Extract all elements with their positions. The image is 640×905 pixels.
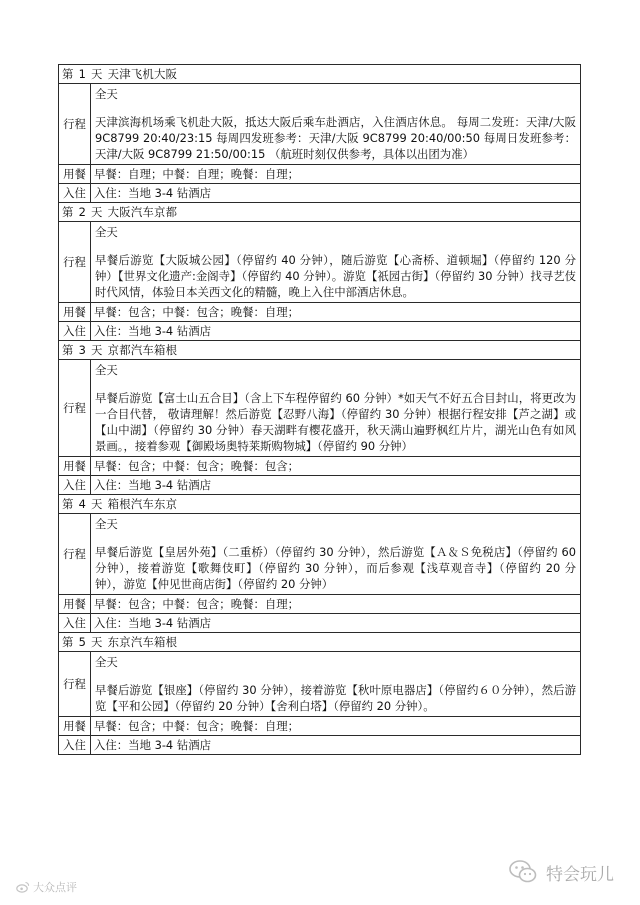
itinerary-label: 行程 [59,652,91,717]
day-prefix: 第 [62,635,74,649]
stay-label: 入住 [59,614,91,633]
day-description: 早餐后游览【富士山五合目】（含上下车程停留约 60 分钟）*如天气不好五合目封山，将更改为一合目代替， 敬请理解！然后游览【忍野八海】（停留约 30 分钟）根据行程安排【芦之湖】或【山中湖】（停留约 30 分钟）春天湖畔有樱花盛开，秋天满山遍野枫红片片，湖光山色有如风景画。，接着参观【御殿场奥特莱斯购物城】（停留约 90 分钟） [95,391,576,453]
stay-value: 入住：当地 3-4 钻酒店 [91,736,581,755]
all-day-label: 全天 [95,225,118,239]
meals-row [59,303,581,322]
day-unit: 天 [91,497,103,511]
spacer [95,240,576,252]
watermark-right-text: 特会玩儿 [546,864,614,885]
stay-label: 入住 [59,322,91,341]
meals-value: 早餐：自理；中餐：自理；晚餐：自理； [91,165,581,184]
itinerary-body [59,65,581,755]
day-prefix: 第 [62,343,74,357]
itinerary-detail [91,514,581,595]
watermark-left [16,879,77,895]
day-num: 1 [78,67,87,81]
all-day-label: 全天 [95,363,118,377]
itinerary-detail [91,222,581,303]
day-description: 天津滨海机场乘飞机赴大阪，抵达大阪后乘车赴酒店，入住酒店休息。 每周二发班：天津/大阪 9C8799 20:40/23:15 每周四发班参考：天津/大阪 9C8799 20:40/00:50 每周日发班参考：天津/大阪 9C8799 21:50/00:15 （航班时刻仅供参考，具体以出团为准） [95,115,576,161]
watermark-right [508,859,614,885]
day-title: 天津飞机大阪 [107,67,178,81]
day-description: 早餐后游览【皇居外苑】（二重桥）（停留约 30 分钟），然后游览【Ａ＆Ｓ免税店】（停留约 60 分钟），接着游览【歌舞伎町】（停留约 30 分钟），而后参观【浅草观音寺】（停留约 20 分钟），游览【仲见世商店街】（停留约 20 分钟） [95,545,576,591]
day-unit: 天 [91,67,103,81]
stay-row [59,476,581,495]
itinerary-row [59,84,581,165]
weibo-icon [16,881,30,893]
day-header [59,341,581,360]
itinerary-row [59,360,581,457]
meals-row [59,165,581,184]
day-description: 早餐后游览【银座】（停留约 30 分钟），接着游览【秋叶原电器店】（停留约６０分钟），然后游览【平和公园】（停留约 20 分钟）【舍利白塔】（停留约 20 分钟）。 [95,683,576,713]
meals-value: 早餐：包含；中餐：包含；晚餐：自理； [91,303,581,322]
itinerary-label: 行程 [59,222,91,303]
day-num: 4 [78,497,87,511]
stay-row [59,184,581,203]
day-unit: 天 [91,343,103,357]
wechat-icon [508,859,538,885]
itinerary-label: 行程 [59,514,91,595]
spacer [95,102,576,114]
meals-label: 用餐 [59,303,91,322]
meals-row [59,457,581,476]
day-header-row [59,495,581,514]
day-header-row [59,341,581,360]
day-title: 京都汽车箱根 [107,343,178,357]
itinerary-detail [91,84,581,165]
meals-value: 早餐：包含；中餐：包含；晚餐：自理； [91,717,581,736]
day-prefix: 第 [62,67,74,81]
meals-value: 早餐：包含；中餐：包含；晚餐：包含； [91,457,581,476]
day-header-row [59,203,581,222]
day-num: 5 [78,635,87,649]
stay-row [59,322,581,341]
day-header [59,203,581,222]
itinerary-label: 行程 [59,84,91,165]
day-prefix: 第 [62,497,74,511]
itinerary-row [59,222,581,303]
day-title: 大阪汽车京都 [107,205,178,219]
day-header-row [59,65,581,84]
stay-value: 入住：当地 3-4 钻酒店 [91,614,581,633]
stay-label: 入住 [59,736,91,755]
itinerary-row [59,514,581,595]
day-title: 箱根汽车东京 [107,497,178,511]
all-day-label: 全天 [95,655,118,669]
stay-row [59,614,581,633]
day-header [59,495,581,514]
day-title: 东京汽车箱根 [107,635,178,649]
meals-value: 早餐：包含；中餐：包含；晚餐：自理； [91,595,581,614]
itinerary-detail [91,360,581,457]
day-num: 2 [78,205,87,219]
stay-label: 入住 [59,476,91,495]
meals-label: 用餐 [59,457,91,476]
all-day-label: 全天 [95,517,118,531]
itinerary-row [59,652,581,717]
itinerary-detail [91,652,581,717]
stay-row [59,736,581,755]
meals-label: 用餐 [59,165,91,184]
itinerary-label: 行程 [59,360,91,457]
meals-row [59,595,581,614]
watermark-left-text: 大众点评 [33,881,77,894]
day-header [59,65,581,84]
spacer [95,532,576,544]
stay-value: 入住：当地 3-4 钻酒店 [91,184,581,203]
stay-value: 入住：当地 3-4 钻酒店 [91,322,581,341]
spacer [95,378,576,390]
meals-label: 用餐 [59,595,91,614]
stay-value: 入住：当地 3-4 钻酒店 [91,476,581,495]
day-num: 3 [78,343,87,357]
day-prefix: 第 [62,205,74,219]
itinerary-table [58,64,581,755]
day-header [59,633,581,652]
day-description: 早餐后游览【大阪城公园】（停留约 40 分钟），随后游览【心斋桥、道顿堀】（停留约 120 分钟）【世界文化遗产:金阁寺】（停留约 40 分钟）。游览【祇园古街】（停留约 30 分钟）找寻艺伎时代风情，体验日本关西文化的精髓，晚上入住中部酒店休息。 [95,253,576,299]
day-unit: 天 [91,635,103,649]
meals-row [59,717,581,736]
day-unit: 天 [91,205,103,219]
stay-label: 入住 [59,184,91,203]
all-day-label: 全天 [95,87,118,101]
meals-label: 用餐 [59,717,91,736]
day-header-row [59,633,581,652]
spacer [95,670,576,682]
